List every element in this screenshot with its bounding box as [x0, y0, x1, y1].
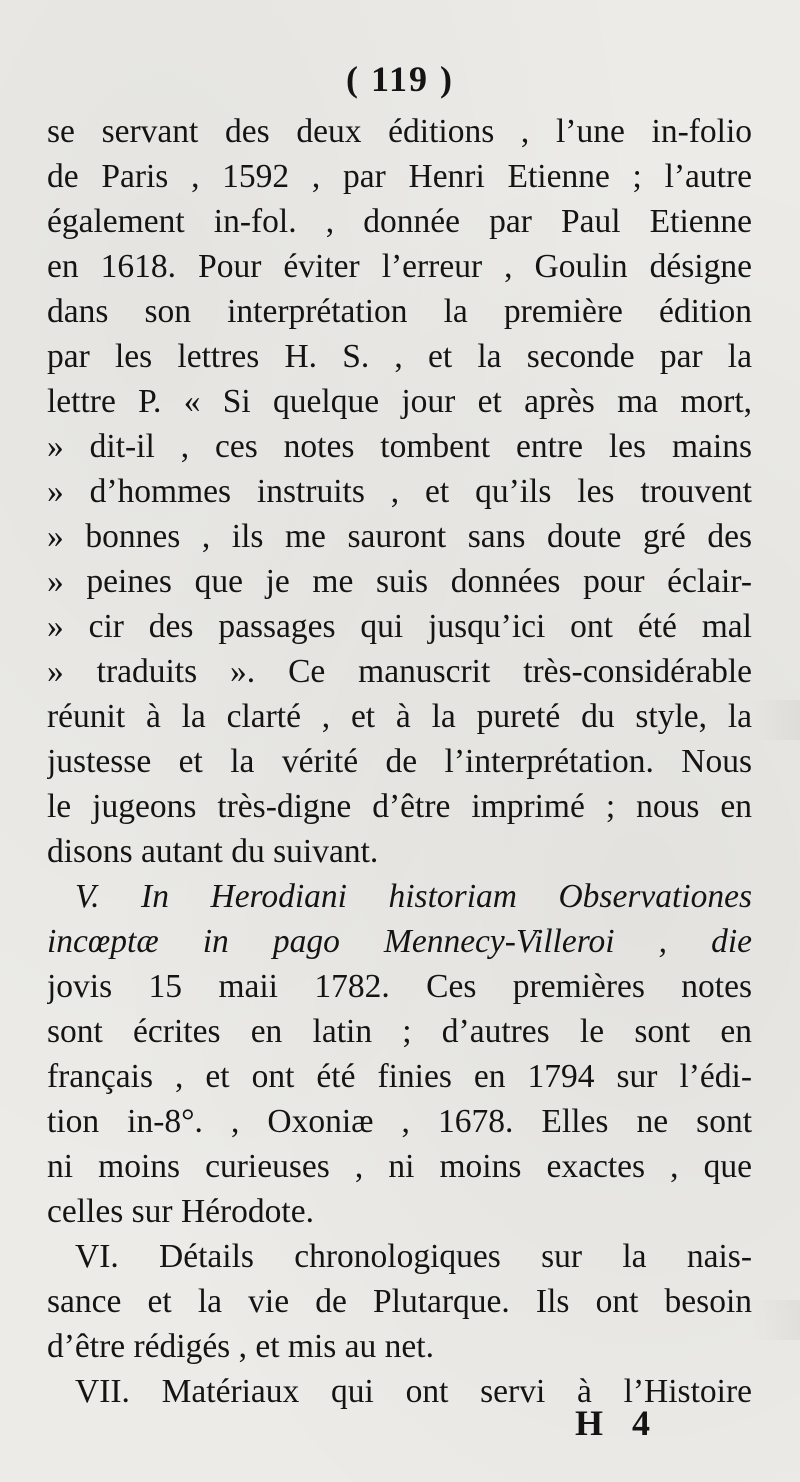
- page-number: ( 119 ): [346, 59, 454, 99]
- text-line: V. In Herodiani historiam Observationes: [75, 878, 752, 915]
- text-line: » cir des passages qui jusqu’ici ont été mal: [47, 608, 752, 645]
- text-line: VI. Détails chronologiques sur la nais-: [75, 1238, 752, 1275]
- text-line: » peines que je me suis données pour éclair-: [47, 563, 752, 600]
- text-line: justesse et la vérité de l’interprétation. Nous: [47, 743, 752, 780]
- text-line: ni moins curieuses , ni moins exactes , que: [47, 1148, 752, 1185]
- text-line: sont écrites en latin ; d’autres le sont en: [47, 1013, 752, 1050]
- text-line: en 1618. Pour éviter l’erreur , Goulin désigne: [47, 248, 752, 285]
- text-line: réunit à la clarté , et à la pureté du style, la: [47, 698, 752, 735]
- text-line: incœptæ in pago Mennecy-Villeroi , die: [47, 923, 752, 960]
- text-line: français , et ont été finies en 1794 sur l’édi-: [47, 1058, 752, 1095]
- text-line: par les lettres H. S. , et la seconde par la: [47, 338, 752, 375]
- text-line: de Paris , 1592 , par Henri Etienne ; l’autre: [47, 158, 752, 195]
- text-line: dans son interprétation la première édition: [47, 293, 752, 330]
- text-line: tion in-8°. , Oxoniæ , 1678. Elles ne sont: [47, 1103, 752, 1140]
- show-through-shadow: [752, 1300, 800, 1340]
- show-through-shadow: [752, 700, 800, 740]
- signature-mark: H 4: [575, 1403, 661, 1443]
- text-line: VII. Matériaux qui ont servi à l’Histoire: [75, 1373, 752, 1410]
- text-line: disons autant du suivant.: [47, 833, 379, 870]
- text-line: d’être rédigés , et mis au net.: [47, 1328, 434, 1365]
- text-line: » d’hommes instruits , et qu’ils les trouvent: [47, 473, 752, 510]
- text-line: lettre P. « Si quelque jour et après ma mort,: [47, 383, 752, 420]
- text-line: » bonnes , ils me sauront sans doute gré des: [47, 518, 752, 555]
- text-line: sance et la vie de Plutarque. Ils ont besoin: [47, 1283, 752, 1320]
- text-line: » traduits ». Ce manuscrit très-considérable: [47, 653, 752, 690]
- text-line: se servant des deux éditions , l’une in-folio: [47, 113, 752, 150]
- text-line: celles sur Hérodote.: [47, 1193, 314, 1230]
- text-line: » dit-il , ces notes tombent entre les mains: [47, 428, 752, 465]
- text-line: le jugeons très-digne d’être imprimé ; nous en: [47, 788, 752, 825]
- text-line: également in-fol. , donnée par Paul Etienne: [47, 203, 752, 240]
- text-line: jovis 15 maii 1782. Ces premières notes: [47, 968, 752, 1005]
